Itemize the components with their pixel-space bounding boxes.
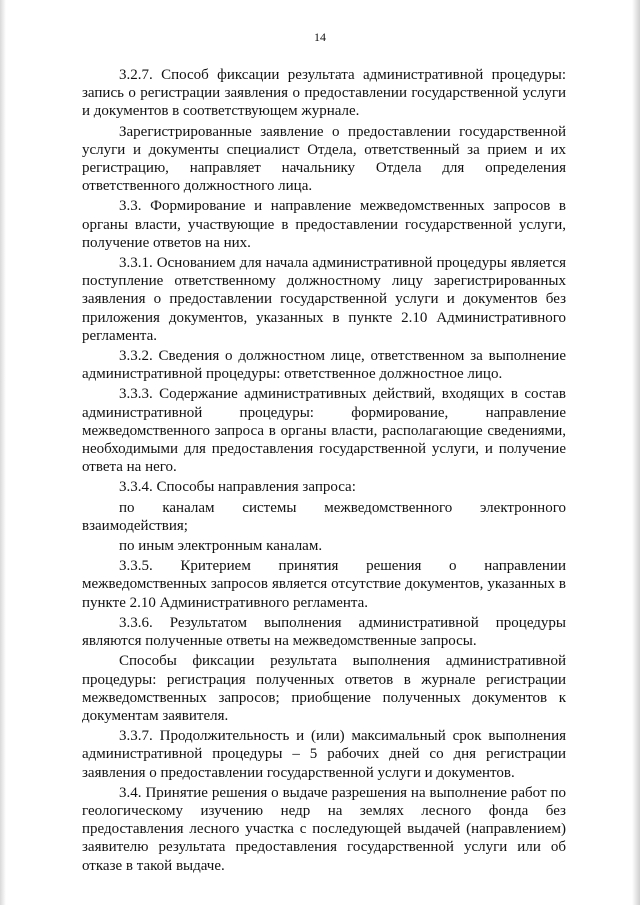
paragraph-3-2-7: 3.2.7. Способ фиксации результата административной процедуры: запись о регистрации заявления о предоставлении государственной услуги и документов в соответствующем журнале. — [82, 67, 566, 120]
paragraph-3-3-3: 3.3.3. Содержание административных действий, входящих в состав административной процедуры: формирование, направление межведомственного запроса в органы власти, располагающие сведениями, необходимыми для предоставления государственной услуги, и получение ответа на него. — [82, 386, 566, 476]
paragraph-3-4: 3.4. Принятие решения о выдаче разрешения на выполнение работ по геологическому изучению недр на землях лесного фонда без предоставления лесного участка с последующей выдачей (направлением) заявителю результата предоставления государственной услуги или об отказе в такой выдаче. — [82, 784, 566, 874]
scan-edge-right — [632, 0, 640, 905]
paragraph-3-3-7: 3.3.7. Продолжительность и (или) максимальный срок выполнения административной процедуры – 5 рабочих дней со дня регистрации заявления о предоставлении государственной услуги и документов. — [82, 728, 566, 781]
scan-edge-left — [0, 0, 6, 905]
paragraph-3-3: 3.3. Формирование и направление межведомственных запросов в органы власти, участвующие в предоставлении государственной услуги, получение ответов на них. — [82, 198, 566, 251]
document-body — [82, 66, 566, 877]
paragraph-3-3-1: 3.3.1. Основанием для начала административной процедуры является поступление ответственному должностному лицу зарегистрированных заявления о предоставлении государственной услуги и документов без приложения документов, указанных в пункте 2.10 Административного регламента. — [82, 255, 566, 344]
paragraph-channel-interagency: по каналам системы межведомственного электронного взаимодействия; — [82, 499, 566, 534]
page-number: 14 — [314, 30, 326, 44]
paragraph-fixation-methods: Способы фиксации результата выполнения административной процедуры: регистрация полученных ответов в журнале регистрации межведомственных запросов; приобщение полученных документов к документам заявителя. — [82, 653, 566, 724]
paragraph-registered-application: Зарегистрированные заявление о предоставлении государственной услуги и документы специалист Отдела, ответственный за прием и их регистрацию, направляет начальнику Отдела для определения ответственного должностного лица. — [82, 123, 566, 195]
paragraph-channel-other: по иным электронным каналам. — [119, 538, 323, 555]
paragraph-3-3-5: 3.3.5. Критерием принятия решения о направлении межведомственных запросов является отсутствие документов, указанных в пункте 2.10 Административного регламента. — [82, 558, 566, 611]
paragraph-3-3-4: 3.3.4. Способы направления запроса: — [119, 479, 356, 496]
paragraph-3-3-6: 3.3.6. Результатом выполнения административной процедуры являются полученные ответы на межведомственные запросы. — [82, 614, 566, 650]
paragraph-3-3-2: 3.3.2. Сведения о должностном лице, ответственном за выполнение административной процедуры: ответственное должностное лицо. — [82, 348, 566, 383]
